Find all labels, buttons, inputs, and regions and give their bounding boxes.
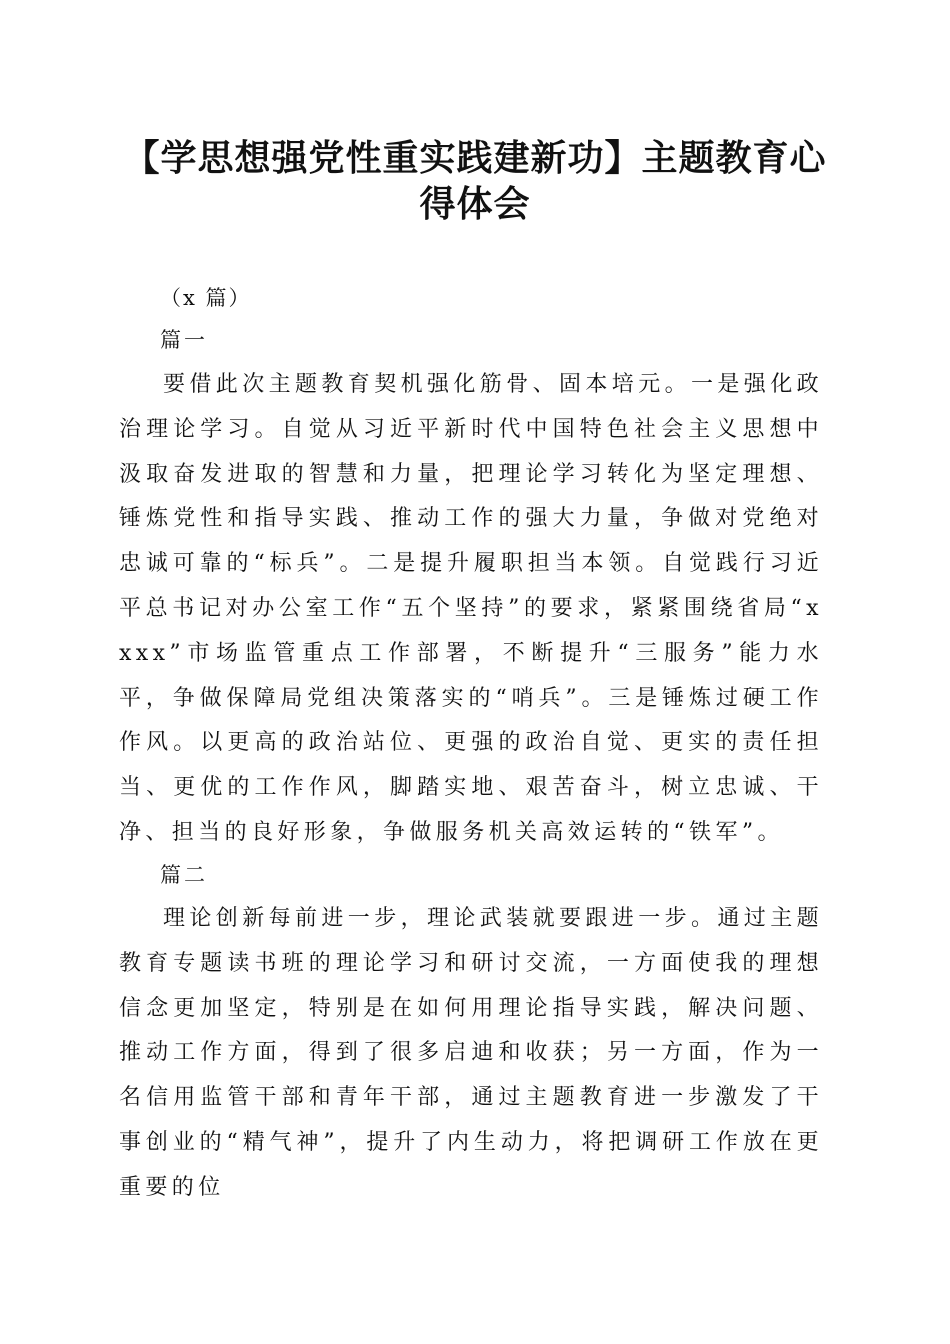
section-label-1: 篇一 [160, 328, 208, 352]
section-1-paragraph: 要借此次主题教育契机强化筋骨、固本培元。一是强化政治理论学习。自觉从习近平新时代中国特色社会主义思想中汲取奋发进取的智慧和力量，把理论学习转化为坚定理想、锤炼党性和指导实践、推动工作的强大力量，争做对党绝对忠诚可靠的“标兵”。二是提升履职担当本领。自觉践行习近平总书记对办公室工作“五个坚持”的要求，紧紧围绕省局“xxxx”市场监管重点工作部署，不断提升“三服务”能力水平，争做保障局党组决策落实的“哨兵”。三是锤炼过硬工作作风。以更高的政治站位、更强的政治自觉、更实的责任担当、更优的工作作风，脚踏实地、艰苦奋斗，树立忠诚、干净、担当的良好形象，争做服务机关高效运转的“铁军”。 [119, 372, 824, 845]
section-label-2: 篇二 [160, 863, 208, 887]
article-count-note: （x 篇） [160, 286, 252, 310]
section-2-paragraph: 理论创新每前进一步，理论武装就要跟进一步。通过主题教育专题读书班的理论学习和研讨交流，一方面使我的理想信念更加坚定，特别是在如何用理论指导实践，解决问题、推动工作方面，得到了很多启迪和收获；另一方面，作为一名信用监管干部和青年干部，通过主题教育进一步激发了干事创业的“精气神”，提升了内生动力，将把调研工作放在更重要的位 [119, 906, 824, 1200]
document-title: 【学思想强党性重实践建新功】主题教育心得体会 [123, 138, 827, 225]
